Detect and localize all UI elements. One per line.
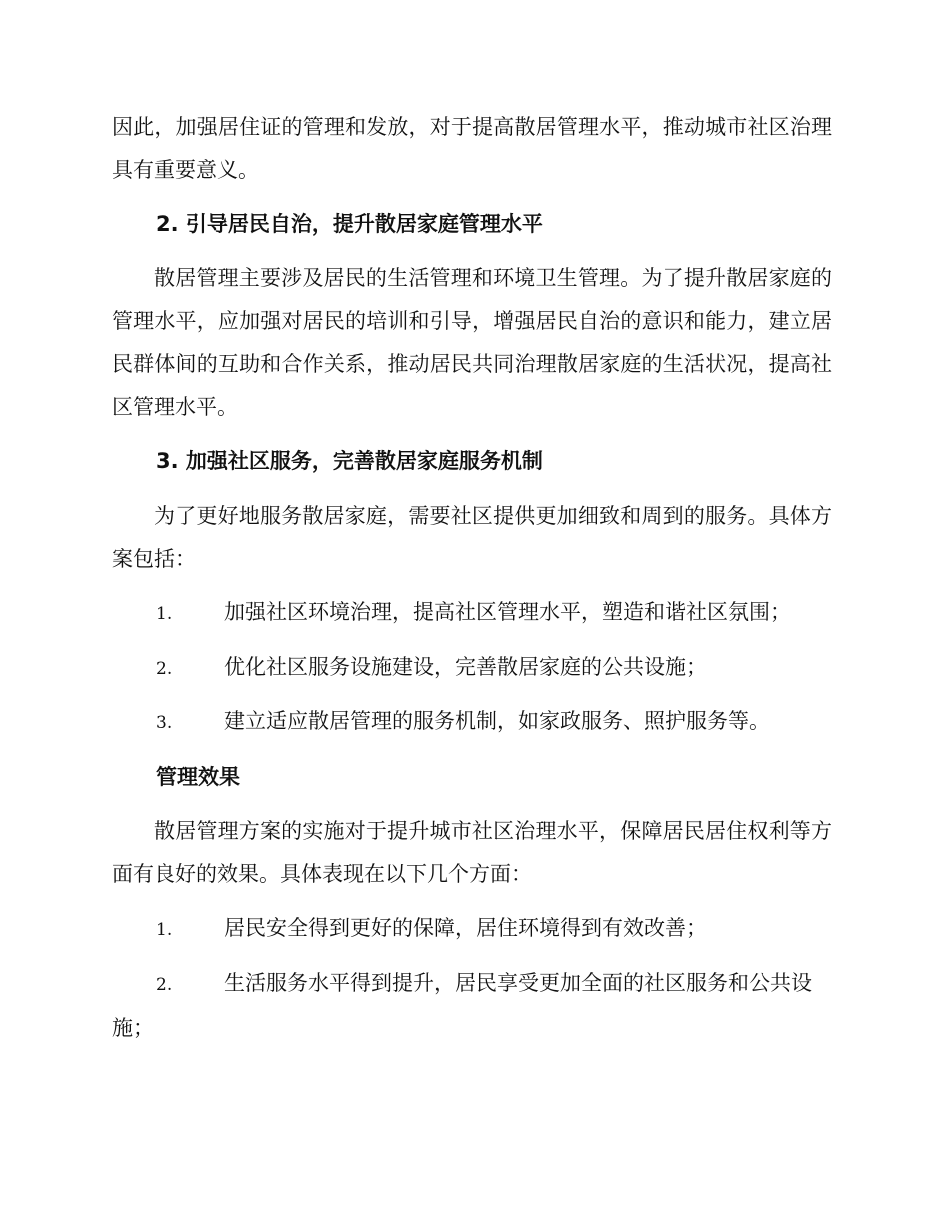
effects-heading: 管理效果 [156, 765, 240, 789]
list-item [156, 646, 836, 691]
list-number: 3. [156, 713, 173, 733]
section3-heading: 3. 加强社区服务，完善散居家庭服务机制 [156, 449, 543, 473]
list-number: 2. [156, 659, 173, 679]
section2-heading: 2. 引导居民自治，提升散居家庭管理水平 [156, 212, 543, 236]
list-number: 1. [156, 604, 173, 624]
list-item-continuation: 施； [112, 1016, 154, 1040]
intro-paragraph: 因此，加强居住证的管理和发放，对于提高散居管理水平，推动城市社区治理具有重要意义。 [112, 115, 832, 182]
list-item [156, 700, 836, 745]
list-number: 2. [156, 975, 173, 995]
list-text: 居民安全得到更好的保障，居住环境得到有效改善； [224, 916, 707, 940]
list-text: 生活服务水平得到提升，居民享受更加全面的社区服务和公共设 [224, 971, 812, 995]
list-text: 加强社区环境治理，提高社区管理水平，塑造和谐社区氛围； [224, 600, 791, 624]
list-item [156, 591, 836, 636]
list-text: 建立适应散居管理的服务机制，如家政服务、照护服务等。 [224, 709, 770, 733]
section2-paragraph: 散居管理主要涉及居民的生活管理和环境卫生管理。为了提升散居家庭的管理水平，应加强对居民的培训和引导，增强居民自治的意识和能力，建立居民群体间的互助和合作关系，推动居民共同治理散居家庭的生活状况，提高社区管理水平。 [112, 266, 832, 419]
list-item [156, 962, 836, 1007]
section3-paragraph: 为了更好地服务散居家庭，需要社区提供更加细致和周到的服务。具体方案包括： [112, 504, 832, 571]
list-number: 1. [156, 920, 173, 940]
list-text: 优化社区服务设施建设，完善散居家庭的公共设施； [224, 655, 707, 679]
list-item [156, 907, 836, 952]
effects-paragraph: 散居管理方案的实施对于提升城市社区治理水平，保障居民居住权利等方面有良好的效果。具体表现在以下几个方面： [112, 819, 832, 886]
